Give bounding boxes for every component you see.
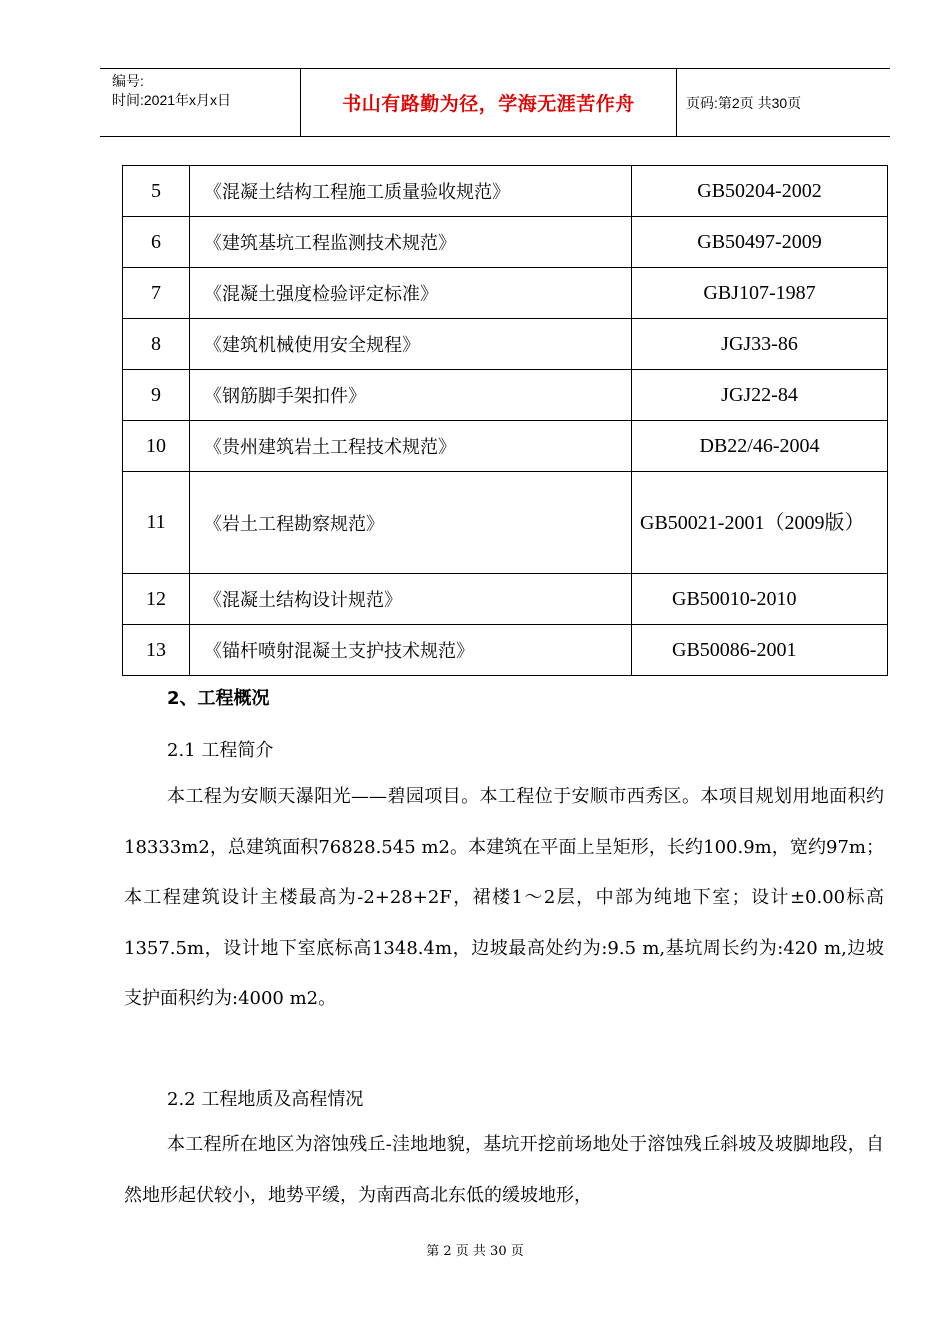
standard-code: GB50086-2001	[632, 625, 888, 676]
header-motto: 书山有路勤为径，学海无涯苦作舟	[342, 93, 635, 115]
standard-code: GB50010-2010	[632, 574, 888, 625]
standard-name: 《建筑机械使用安全规程》	[190, 319, 632, 370]
standard-name: 《贵州建筑岩土工程技术规范》	[190, 421, 632, 472]
paragraph-geology	[124, 1120, 884, 1221]
table-row	[123, 625, 888, 676]
row-number: 10	[123, 421, 190, 472]
standard-code: GBJ107-1987	[632, 268, 888, 319]
row-number: 12	[123, 574, 190, 625]
standard-code: JGJ22-84	[632, 370, 888, 421]
header-page-cell	[676, 69, 890, 136]
page-header	[100, 68, 890, 137]
paragraph-overview	[124, 772, 884, 1025]
subsection-title: 2.2 工程地质及高程情况	[167, 1089, 364, 1110]
row-number: 13	[123, 625, 190, 676]
standard-name: 《岩土工程勘察规范》	[190, 472, 632, 574]
document-number-label: 编号:	[112, 73, 144, 89]
subsection-title: 2.1 工程简介	[167, 740, 274, 761]
row-number: 8	[123, 319, 190, 370]
page-footer: 第 2 页 共 30 页	[426, 1244, 524, 1259]
standards-table	[122, 165, 888, 676]
paragraph-text: 本工程所在地区为溶蚀残丘-洼地地貌，基坑开挖前场地处于溶蚀残丘斜坡及坡脚地段，自然地形起伏较小，地势平缓，为南西高北东低的缓坡地形，	[124, 1134, 884, 1206]
section-heading: 2、工程概况	[167, 688, 270, 709]
standard-code: GB50021-2001（2009版）	[632, 472, 888, 574]
table-row	[123, 421, 888, 472]
table-row	[123, 166, 888, 217]
standard-name: 《建筑基坑工程监测技术规范》	[190, 217, 632, 268]
standard-name: 《钢筋脚手架扣件》	[190, 370, 632, 421]
table-row	[123, 319, 888, 370]
table-row	[123, 574, 888, 625]
row-number: 9	[123, 370, 190, 421]
header-page-info: 页码:第2页 共30页	[686, 94, 802, 111]
row-number: 11	[123, 472, 190, 574]
table-row	[123, 268, 888, 319]
row-number: 5	[123, 166, 190, 217]
table-row	[123, 472, 888, 574]
header-motto-cell	[300, 69, 677, 136]
standard-name: 《混凝土结构工程施工质量验收规范》	[190, 166, 632, 217]
standard-name: 《锚杆喷射混凝土支护技术规范》	[190, 625, 632, 676]
document-time-label: 时间:2021年x月x日	[112, 92, 232, 108]
table-row	[123, 370, 888, 421]
standard-code: DB22/46-2004	[632, 421, 888, 472]
header-meta	[100, 69, 300, 136]
standard-name: 《混凝土强度检验评定标准》	[190, 268, 632, 319]
row-number: 6	[123, 217, 190, 268]
standard-code: GB50204-2002	[632, 166, 888, 217]
standard-name: 《混凝土结构设计规范》	[190, 574, 632, 625]
standard-code: JGJ33-86	[632, 319, 888, 370]
row-number: 7	[123, 268, 190, 319]
paragraph-text: 本工程为安顺天瀑阳光——碧园项目。本工程位于安顺市西秀区。本项目规划用地面积约18333m2，总建筑面积76828.545 m2。本建筑在平面上呈矩形，长约100.9m，宽约97m；本工程建筑设计主楼最高为-2+28+2F，裙楼1～2层，中部为纯地下室；设计±0.00标高1357.5m，设计地下室底标高1348.4m，边坡最高处约为:9.5 m,基坑周长约为:420 m,边坡支护面积约为:4000 m2。	[124, 786, 884, 1009]
table-row	[123, 217, 888, 268]
standard-code: GB50497-2009	[632, 217, 888, 268]
